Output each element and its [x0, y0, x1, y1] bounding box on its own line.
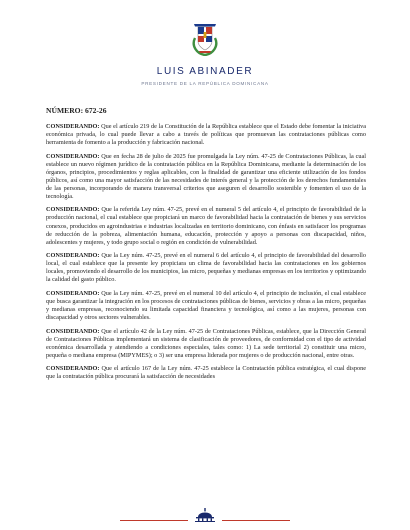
paragraph-text: Que en fecha 28 de julio de 2025 fue promulgada la Ley núm. 47-25 de Contrataciones Públicas, la cual establece un nuevo régimen jurídico de la contratación pública en la República Dominicana, mediante la determinación de los órganos, principios, procedimientos y reglas aplicables, con la finalidad de garantizar una eficiente utilización de los fondos públicos, así como una mayor satisfacción de las necesidades de interés general y la protección de los derechos fundamentales de las personas, incorporando de manera transversal criterios que aseguren el desarrollo sostenible y fomenten el uso de la tecnología. [46, 152, 366, 200]
document-body [46, 123, 366, 387]
paragraph-4 [46, 252, 366, 284]
paragraph-label: CONSIDERANDO: [46, 206, 100, 214]
paragraph-text: Que la referida Ley núm. 47-25, prevé en el numeral 5 del artículo 4, el principio de favorabilidad de la producción nacional, el cual establece que propiciará un marco de favorabilidad hacia la contratación de bienes y sus servicios conexos, producidos en agroindustrias e industrias localizadas en territorio dominicano, con énfasis en satisfacer los programas de reducción de la pobreza, alimentación humana, educación, protección y apoyo a personas con discapacidad, niños, adolescentes y mujeres, y todo grupo social o región en condición de vulnerabilidad. [46, 206, 366, 246]
paragraph-5 [46, 290, 366, 322]
paragraph-label: CONSIDERANDO: [46, 289, 100, 297]
footer-line-left [120, 520, 188, 521]
paragraph-6 [46, 328, 366, 360]
paragraph-text: Que la Ley núm. 47-25, prevé en el numeral 6 del artículo 4, el principio de favorabilidad del desarrollo local, el cual establece que la presente ley propiciara un clima de favorabilidad hacia las contrataciones en los gobiernos locales, promoviendo el desarrollo de los municipios, las micro, pequeñas y medianas empresas en los territorios y optimizando la calidad del gasto público. [46, 252, 366, 284]
document-number: NÚMERO: 672-26 [46, 106, 107, 115]
coat-of-arms-icon [189, 22, 221, 56]
page-footer [0, 500, 410, 522]
national-palace-dome-icon [193, 506, 217, 522]
paragraph-text: Que el artículo 167 de la Ley núm. 47-25 establece la Contratación pública estratégica, el cual dispone que la contratación pública procurará la satisfacción de necesidades [46, 365, 366, 381]
president-subtitle: PRESIDENTE DE LA REPÚBLICA DOMINICANA [141, 81, 269, 86]
paragraph-text: Que el artículo 42 de la Ley núm. 47-25 de Contrataciones Públicas, establece, que la Dirección General de Contrataciones Públicas implementará un sistema de clasificación de proveedores, de conformidad con el tipo de actividad económica desarrollada y atendiendo a condiciones especiales, tales como: 1) La sede territorial 2) constituir una micro, pequeña o mediana empresa (MIPYMES); o 3) ser una empresa liderada por mujeres o de producción nacional, entre otras. [46, 327, 366, 359]
paragraph-label: CONSIDERANDO: [46, 152, 100, 160]
paragraph-7 [46, 365, 366, 381]
paragraph-label: CONSIDERANDO: [46, 327, 100, 335]
paragraph-label: CONSIDERANDO: [46, 123, 100, 130]
paragraph-text: Que el artículo 219 de la Constitución de la República establece que el Estado debe fomentar la iniciativa económica privada, lo cual puede llevar a cabo a través de políticas que promuevan las contrataciones públicas como herramienta de fomento a la producción y fabricación nacional. [46, 123, 366, 147]
paragraph-text: Que la Ley núm. 47-25, prevé en el numeral 10 del artículo 4, el principio de inclusión, el cual establece que busca garantizar la integración en los procesos de contrataciones públicas de bienes, servicios y obras a las micro, pequeñas y medianas empresas, reconociendo su limitada capacidad financiera y tecnológica, así como a las mujeres, personas con discapacidad y otros sectores vulnerables. [46, 289, 366, 321]
footer-line-right [222, 520, 290, 521]
paragraph-3 [46, 206, 366, 246]
paragraph-label: CONSIDERANDO: [46, 252, 100, 260]
paragraph-label: CONSIDERANDO: [46, 365, 100, 373]
paragraph-2 [46, 153, 366, 201]
paragraph-1 [46, 123, 366, 147]
president-name: LUIS ABINADER [156, 66, 254, 77]
